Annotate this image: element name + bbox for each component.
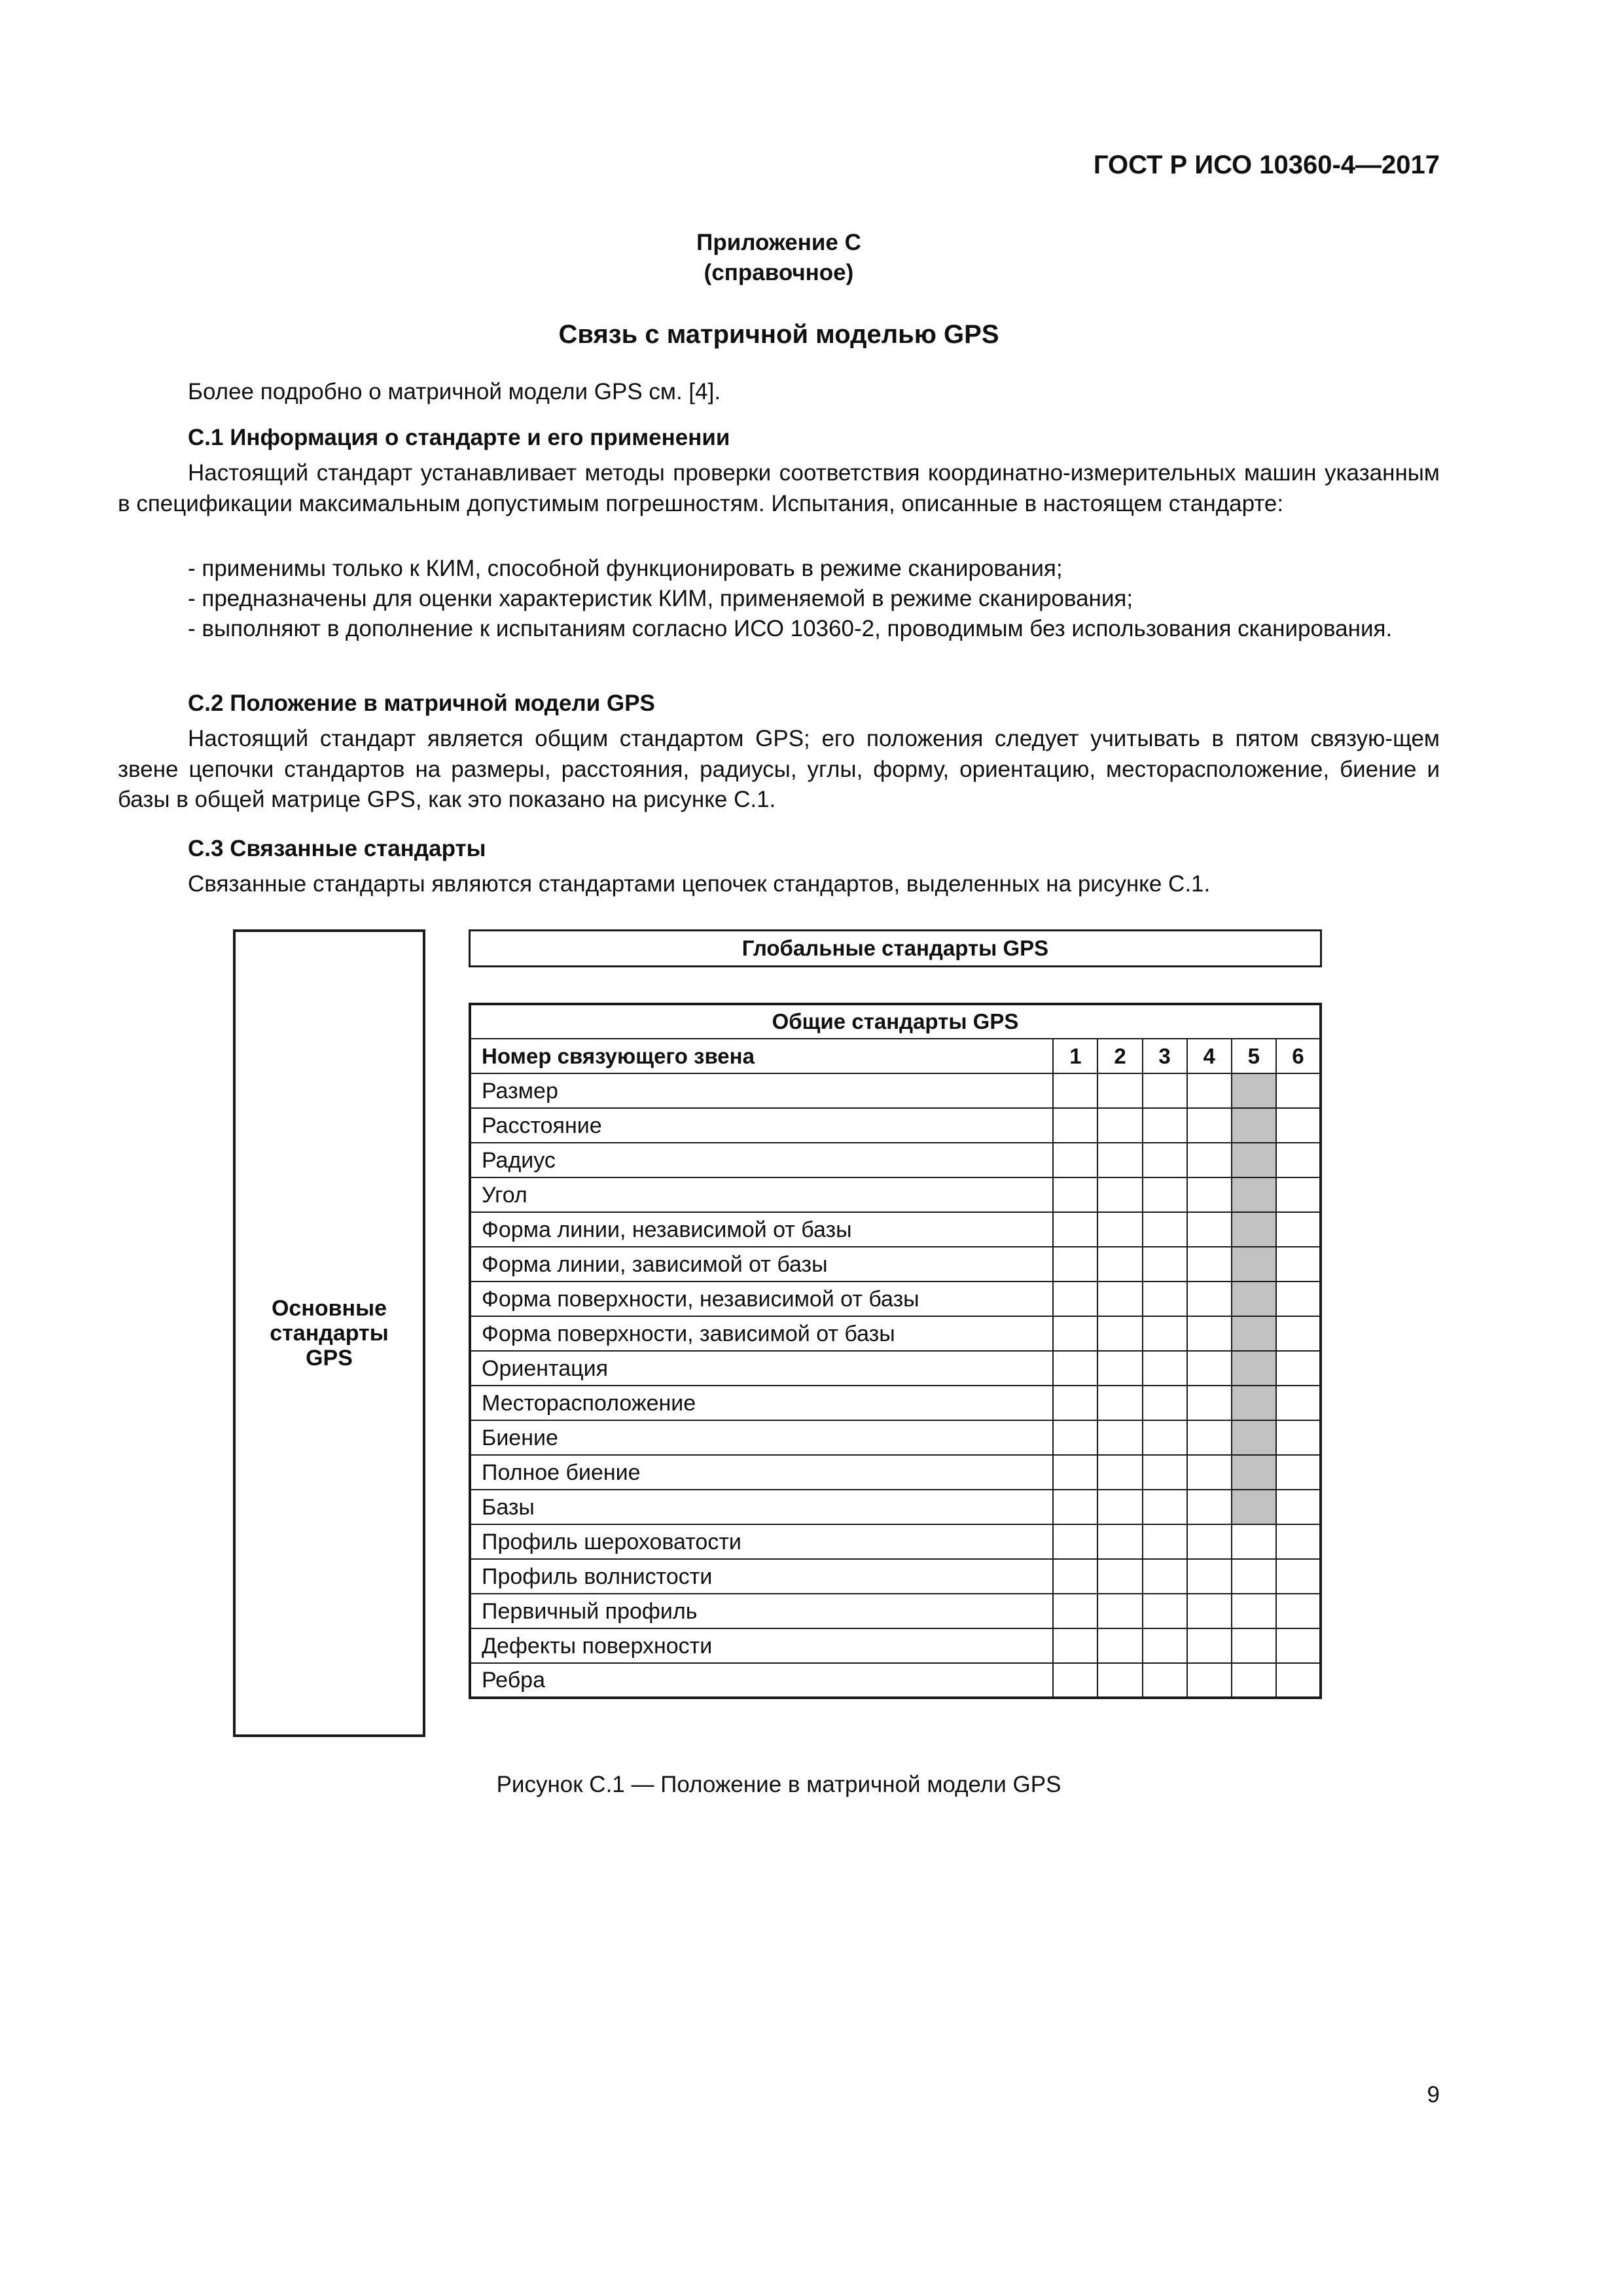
matrix-row bbox=[470, 1212, 1321, 1247]
matrix-row bbox=[470, 1316, 1321, 1351]
matrix-cell bbox=[1097, 1316, 1142, 1351]
matrix-cell bbox=[1276, 1247, 1321, 1282]
matrix-cell bbox=[1187, 1490, 1232, 1524]
matrix-cell bbox=[1187, 1108, 1232, 1143]
matrix-cell bbox=[1097, 1073, 1142, 1108]
global-standards-box bbox=[469, 929, 1322, 967]
matrix-cell bbox=[1053, 1177, 1097, 1212]
matrix-cell bbox=[1097, 1663, 1142, 1698]
matrix-cell bbox=[1053, 1455, 1097, 1490]
matrix-row-label: Форма поверхности, независимой от базы bbox=[470, 1282, 1053, 1316]
intro-paragraph: Более подробно о матричной модели GPS см. [4]. bbox=[188, 379, 721, 404]
matrix-cell bbox=[1276, 1143, 1321, 1177]
matrix-cell bbox=[1187, 1143, 1232, 1177]
matrix-cell bbox=[1143, 1316, 1187, 1351]
matrix-row bbox=[470, 1143, 1321, 1177]
matrix-cell bbox=[1187, 1212, 1232, 1247]
matrix-cell bbox=[1143, 1455, 1187, 1490]
matrix-row-label: Полное биение bbox=[470, 1455, 1053, 1490]
matrix-cell bbox=[1143, 1594, 1187, 1628]
matrix-row-label: Профиль шероховатости bbox=[470, 1524, 1053, 1559]
matrix-cell bbox=[1053, 1628, 1097, 1663]
matrix-cell bbox=[1276, 1282, 1321, 1316]
matrix-cell bbox=[1187, 1559, 1232, 1594]
matrix-cell-highlighted bbox=[1232, 1282, 1276, 1316]
link-number: 1 bbox=[1053, 1039, 1097, 1073]
matrix-cell bbox=[1143, 1386, 1187, 1420]
matrix-cell-highlighted bbox=[1232, 1247, 1276, 1282]
matrix-cell-highlighted bbox=[1232, 1108, 1276, 1143]
matrix-cell bbox=[1276, 1212, 1321, 1247]
matrix-row-label: Биение bbox=[470, 1420, 1053, 1455]
matrix-cell bbox=[1143, 1247, 1187, 1282]
matrix-cell bbox=[1097, 1628, 1142, 1663]
link-header-label: Номер связующего звена bbox=[470, 1039, 1053, 1073]
matrix-cell bbox=[1053, 1212, 1097, 1247]
matrix-row bbox=[470, 1108, 1321, 1143]
basic-standards-label: Основные bbox=[271, 1296, 387, 1321]
matrix-row bbox=[470, 1559, 1321, 1594]
matrix-cell bbox=[1097, 1455, 1142, 1490]
matrix-cell bbox=[1053, 1316, 1097, 1351]
matrix-cell bbox=[1187, 1316, 1232, 1351]
matrix-row-label: Профиль волнистости bbox=[470, 1559, 1053, 1594]
matrix-cell bbox=[1097, 1524, 1142, 1559]
matrix-row bbox=[470, 1663, 1321, 1698]
annex-label: Приложение С bbox=[696, 230, 861, 255]
matrix-cell bbox=[1276, 1663, 1321, 1698]
matrix-cell bbox=[1276, 1628, 1321, 1663]
matrix-cell bbox=[1097, 1594, 1142, 1628]
matrix-cell bbox=[1053, 1073, 1097, 1108]
section-c3-heading: С.3 Связанные стандарты bbox=[188, 836, 486, 861]
matrix-row bbox=[470, 1628, 1321, 1663]
matrix-cell bbox=[1187, 1282, 1232, 1316]
matrix-cell bbox=[1097, 1351, 1142, 1386]
matrix-cell-highlighted bbox=[1232, 1177, 1276, 1212]
matrix-row bbox=[470, 1386, 1321, 1420]
matrix-cell bbox=[1187, 1420, 1232, 1455]
matrix-cell bbox=[1053, 1490, 1097, 1524]
annex-type: (справочное) bbox=[704, 260, 854, 285]
annex-title: Связь с матричной моделью GPS bbox=[558, 320, 999, 349]
section-c1-heading: С.1 Информация о стандарте и его применении bbox=[188, 425, 730, 450]
matrix-cell bbox=[1143, 1282, 1187, 1316]
matrix-cell bbox=[1187, 1247, 1232, 1282]
link-header-row bbox=[470, 1039, 1321, 1073]
matrix-cell bbox=[1187, 1386, 1232, 1420]
matrix-cell bbox=[1187, 1073, 1232, 1108]
link-number: 3 bbox=[1143, 1039, 1187, 1073]
figure-caption: Рисунок С.1 — Положение в матричной модели GPS bbox=[496, 1772, 1061, 1797]
link-number: 2 bbox=[1097, 1039, 1142, 1073]
matrix-cell-highlighted bbox=[1232, 1490, 1276, 1524]
matrix-cell bbox=[1187, 1455, 1232, 1490]
matrix-cell bbox=[1232, 1663, 1276, 1698]
matrix-row-label: Дефекты поверхности bbox=[470, 1628, 1053, 1663]
matrix-row bbox=[470, 1524, 1321, 1559]
matrix-cell bbox=[1143, 1073, 1187, 1108]
matrix-cell-highlighted bbox=[1232, 1073, 1276, 1108]
matrix-cell-highlighted bbox=[1232, 1212, 1276, 1247]
matrix-row-label: Расстояние bbox=[470, 1108, 1053, 1143]
matrix-row-label: Ребра bbox=[470, 1663, 1053, 1698]
matrix-cell-highlighted bbox=[1232, 1420, 1276, 1455]
matrix-cell bbox=[1097, 1559, 1142, 1594]
matrix-cell bbox=[1276, 1351, 1321, 1386]
page-number: 9 bbox=[1427, 2082, 1440, 2108]
basic-standards-label: стандарты bbox=[270, 1321, 389, 1346]
matrix-row bbox=[470, 1351, 1321, 1386]
matrix-row bbox=[470, 1177, 1321, 1212]
matrix-cell bbox=[1143, 1212, 1187, 1247]
matrix-body bbox=[470, 1073, 1321, 1698]
matrix-cell bbox=[1232, 1524, 1276, 1559]
matrix-cell bbox=[1187, 1524, 1232, 1559]
matrix-cell bbox=[1053, 1143, 1097, 1177]
matrix-cell bbox=[1053, 1559, 1097, 1594]
basic-standards-label: GPS bbox=[306, 1346, 353, 1371]
matrix-cell bbox=[1053, 1282, 1097, 1316]
matrix-row bbox=[470, 1420, 1321, 1455]
matrix-cell bbox=[1276, 1316, 1321, 1351]
matrix-cell bbox=[1276, 1420, 1321, 1455]
standard-code: ГОСТ Р ИСО 10360-4—2017 bbox=[1093, 151, 1440, 179]
matrix-cell bbox=[1053, 1108, 1097, 1143]
matrix-row-label: Форма поверхности, зависимой от базы bbox=[470, 1316, 1053, 1351]
matrix-cell bbox=[1053, 1247, 1097, 1282]
matrix-row bbox=[470, 1247, 1321, 1282]
matrix-cell bbox=[1143, 1524, 1187, 1559]
matrix-cell bbox=[1143, 1628, 1187, 1663]
matrix-cell bbox=[1053, 1663, 1097, 1698]
link-number: 4 bbox=[1187, 1039, 1232, 1073]
matrix-cell bbox=[1143, 1177, 1187, 1212]
matrix-cell bbox=[1053, 1386, 1097, 1420]
matrix-cell bbox=[1097, 1247, 1142, 1282]
matrix-cell bbox=[1053, 1594, 1097, 1628]
matrix-row bbox=[470, 1594, 1321, 1628]
section-c1-item: - предназначены для оценки характеристик КИМ, применяемой в режиме сканирования; bbox=[188, 586, 1133, 611]
section-c1-item: - применимы только к КИМ, способной функционировать в режиме сканирования; bbox=[188, 556, 1063, 581]
matrix-row bbox=[470, 1073, 1321, 1108]
matrix-cell bbox=[1143, 1351, 1187, 1386]
matrix-cell bbox=[1097, 1420, 1142, 1455]
matrix-row-label: Радиус bbox=[470, 1143, 1053, 1177]
matrix-row-label: Размер bbox=[470, 1073, 1053, 1108]
matrix-cell bbox=[1187, 1663, 1232, 1698]
matrix-cell-highlighted bbox=[1232, 1143, 1276, 1177]
matrix-cell bbox=[1276, 1177, 1321, 1212]
link-number: 5 bbox=[1232, 1039, 1276, 1073]
matrix-cell-highlighted bbox=[1232, 1351, 1276, 1386]
matrix-cell bbox=[1187, 1594, 1232, 1628]
matrix-cell bbox=[1053, 1420, 1097, 1455]
matrix-row-label: Угол bbox=[470, 1177, 1053, 1212]
matrix-cell bbox=[1053, 1524, 1097, 1559]
matrix-cell bbox=[1187, 1628, 1232, 1663]
matrix-cell bbox=[1143, 1143, 1187, 1177]
matrix-cell bbox=[1276, 1490, 1321, 1524]
link-number: 6 bbox=[1276, 1039, 1321, 1073]
matrix-cell bbox=[1232, 1594, 1276, 1628]
matrix-cell bbox=[1276, 1524, 1321, 1559]
matrix-cell-highlighted bbox=[1232, 1386, 1276, 1420]
matrix-row-label: Ориентация bbox=[470, 1351, 1053, 1386]
matrix-cell bbox=[1276, 1386, 1321, 1420]
matrix-row-label: Первичный профиль bbox=[470, 1594, 1053, 1628]
matrix-cell bbox=[1097, 1177, 1142, 1212]
basic-standards-box bbox=[233, 929, 425, 1737]
matrix-row bbox=[470, 1490, 1321, 1524]
matrix-cell bbox=[1276, 1594, 1321, 1628]
matrix-cell bbox=[1053, 1351, 1097, 1386]
section-c2-paragraph: Настоящий стандарт является общим стандартом GPS; его положения следует учитывать в пятом связую-щем звене цепочки стандартов на размеры, расстояния, радиусы, углы, форму, ориентацию, месторасположение, биение и базы в общей матрице GPS, как это показано на рисунке С.1. bbox=[118, 726, 1440, 812]
matrix-cell bbox=[1097, 1490, 1142, 1524]
matrix-cell bbox=[1097, 1143, 1142, 1177]
matrix-row-label: Базы bbox=[470, 1490, 1053, 1524]
section-c1-paragraph: Настоящий стандарт устанавливает методы проверки соответствия координатно-измерительных машин указанным в спецификации максимальным допустимым погрешностям. Испытания, описанные в настоящем стандарте: bbox=[118, 460, 1440, 516]
general-standards-matrix bbox=[469, 1003, 1322, 1699]
matrix-cell bbox=[1187, 1351, 1232, 1386]
matrix-cell-highlighted bbox=[1232, 1316, 1276, 1351]
matrix-cell-highlighted bbox=[1232, 1455, 1276, 1490]
matrix-row bbox=[470, 1282, 1321, 1316]
matrix-cell bbox=[1143, 1663, 1187, 1698]
matrix-row bbox=[470, 1455, 1321, 1490]
matrix-cell bbox=[1276, 1108, 1321, 1143]
matrix-row-label: Форма линии, зависимой от базы bbox=[470, 1247, 1053, 1282]
matrix-cell bbox=[1097, 1386, 1142, 1420]
section-c3-paragraph: Связанные стандарты являются стандартами цепочек стандартов, выделенных на рисунке С.1. bbox=[188, 871, 1211, 897]
matrix-cell bbox=[1232, 1628, 1276, 1663]
matrix-row-label: Месторасположение bbox=[470, 1386, 1053, 1420]
matrix-cell bbox=[1143, 1108, 1187, 1143]
section-c2-heading: С.2 Положение в матричной модели GPS bbox=[188, 691, 655, 716]
general-standards-title: Общие стандарты GPS bbox=[470, 1004, 1321, 1039]
matrix-row-label: Форма линии, независимой от базы bbox=[470, 1212, 1053, 1247]
global-standards-label: Глобальные стандарты GPS bbox=[741, 936, 1049, 960]
matrix-cell bbox=[1232, 1559, 1276, 1594]
matrix-cell bbox=[1097, 1108, 1142, 1143]
matrix-cell bbox=[1143, 1420, 1187, 1455]
section-c1-item: - выполняют в дополнение к испытаниям согласно ИСО 10360-2, проводимым без использования сканирования. bbox=[188, 616, 1393, 641]
matrix-cell bbox=[1143, 1559, 1187, 1594]
matrix-cell bbox=[1143, 1490, 1187, 1524]
matrix-cell bbox=[1276, 1559, 1321, 1594]
matrix-cell bbox=[1097, 1282, 1142, 1316]
matrix-cell bbox=[1187, 1177, 1232, 1212]
matrix-cell bbox=[1276, 1455, 1321, 1490]
matrix-cell bbox=[1276, 1073, 1321, 1108]
matrix-cell bbox=[1097, 1212, 1142, 1247]
